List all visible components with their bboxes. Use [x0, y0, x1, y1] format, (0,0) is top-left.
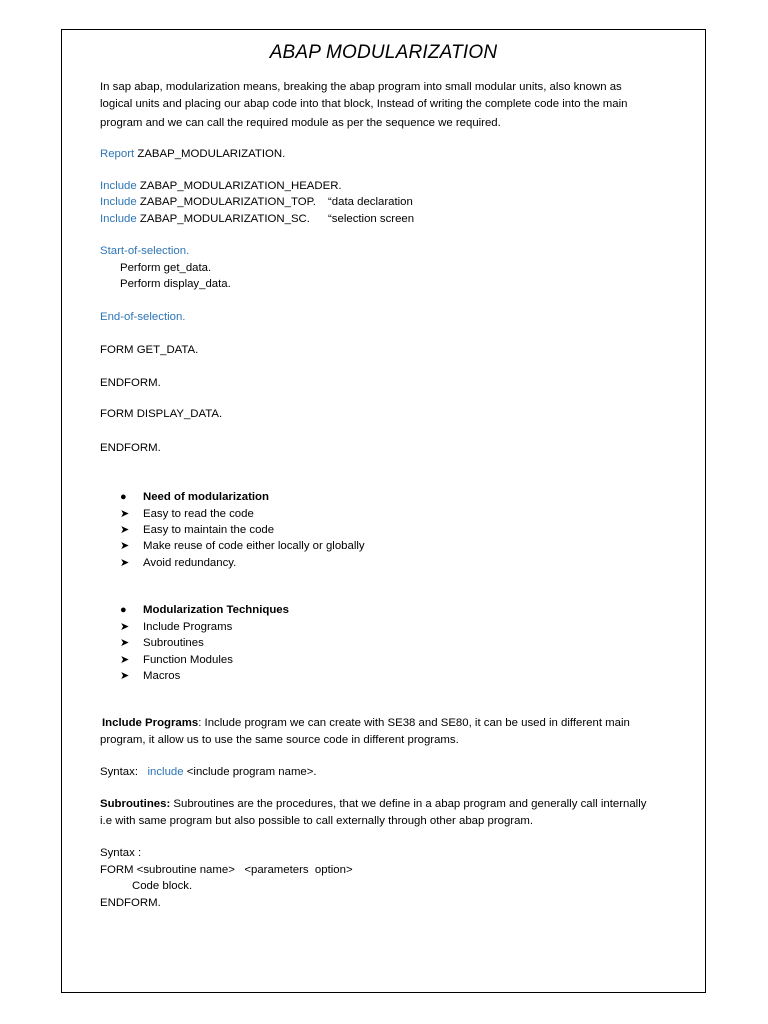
include-name: ZABAP_MODULARIZATION_SC.: [139, 213, 310, 225]
syntax-form-line: FORM <subroutine name> <parameters option>: [100, 864, 353, 876]
syntax-code-block: Code block.: [132, 880, 193, 892]
include-line-2: [100, 195, 316, 209]
arrow-bullet-icon: ➤: [120, 524, 130, 536]
include-line-1: [100, 179, 342, 193]
include-name: ZABAP_MODULARIZATION_TOP.: [139, 196, 316, 208]
need-item: Make reuse of code either locally or globally: [143, 540, 365, 552]
arrow-bullet-icon: ➤: [120, 637, 130, 649]
syntax-include-rest: <include program name>.: [186, 766, 317, 778]
include-line-3: [100, 212, 310, 226]
include-programs-line-1: [102, 716, 630, 730]
arrow-bullet-icon: ➤: [120, 540, 130, 552]
include-keyword: Include: [100, 180, 137, 192]
intro-line-2: logical units and placing our abap code into that block, Instead of writing the complete code into the main: [100, 98, 628, 110]
technique-item: Function Modules: [143, 654, 233, 666]
arrow-bullet-icon: ➤: [120, 621, 130, 633]
syntax-endform: ENDFORM.: [100, 897, 161, 909]
bullet-icon: ●: [120, 604, 127, 616]
technique-item: Macros: [143, 670, 181, 682]
endform-line: ENDFORM.: [100, 377, 161, 389]
need-item: Avoid redundancy.: [143, 557, 237, 569]
include-programs-line-2: program, it allow us to use the same source code in different programs.: [100, 734, 459, 746]
include-comment: “data declaration: [328, 196, 413, 208]
syntax-label: Syntax:: [100, 766, 138, 778]
arrow-bullet-icon: ➤: [120, 508, 130, 520]
report-line: [100, 147, 285, 161]
report-name: ZABAP_MODULARIZATION.: [137, 148, 286, 160]
subroutines-text: Subroutines are the procedures, that we define in a abap program and generally call internally: [170, 798, 647, 810]
include-keyword: include: [147, 766, 184, 778]
arrow-bullet-icon: ➤: [120, 670, 130, 682]
page-title: ABAP MODULARIZATION: [269, 42, 498, 63]
bullet-icon: ●: [120, 491, 127, 503]
subroutines-line-1: [100, 797, 646, 811]
include-programs-text: : Include program we can create with SE38 and SE80, it can be used in different main: [198, 717, 630, 729]
end-of-selection: End-of-selection.: [100, 311, 186, 323]
include-keyword: Include: [100, 196, 137, 208]
technique-item: Include Programs: [143, 621, 233, 633]
subroutines-line-2: i.e with same program but also possible to call externally through other abap program.: [100, 815, 534, 827]
include-keyword: Include: [100, 213, 137, 225]
intro-line-3: program and we can call the required module as per the sequence we required.: [100, 117, 501, 129]
endform-line: ENDFORM.: [100, 442, 161, 454]
include-name: ZABAP_MODULARIZATION_HEADER.: [139, 180, 342, 192]
perform-line: Perform display_data.: [120, 278, 231, 290]
perform-line: Perform get_data.: [120, 262, 212, 274]
technique-item: Subroutines: [143, 637, 204, 649]
need-item: Easy to maintain the code: [143, 524, 275, 536]
subroutines-label: Subroutines:: [100, 798, 171, 810]
report-keyword: Report: [100, 148, 135, 160]
document-page: [61, 29, 706, 993]
arrow-bullet-icon: ➤: [120, 654, 130, 666]
start-of-selection: Start-of-selection.: [100, 245, 190, 257]
include-programs-label: Include Programs: [102, 717, 199, 729]
form-get-data: FORM GET_DATA.: [100, 344, 199, 356]
arrow-bullet-icon: ➤: [120, 557, 130, 569]
techniques-heading: Modularization Techniques: [143, 604, 289, 616]
intro-line-1: In sap abap, modularization means, breaking the abap program into small modular units, also known as: [100, 81, 622, 93]
need-item: Easy to read the code: [143, 508, 254, 520]
form-display-data: FORM DISPLAY_DATA.: [100, 408, 223, 420]
syntax-label: Syntax :: [100, 847, 142, 859]
need-heading: Need of modularization: [143, 491, 269, 503]
syntax-include-line: [100, 765, 317, 779]
include-comment: “selection screen: [328, 213, 415, 225]
